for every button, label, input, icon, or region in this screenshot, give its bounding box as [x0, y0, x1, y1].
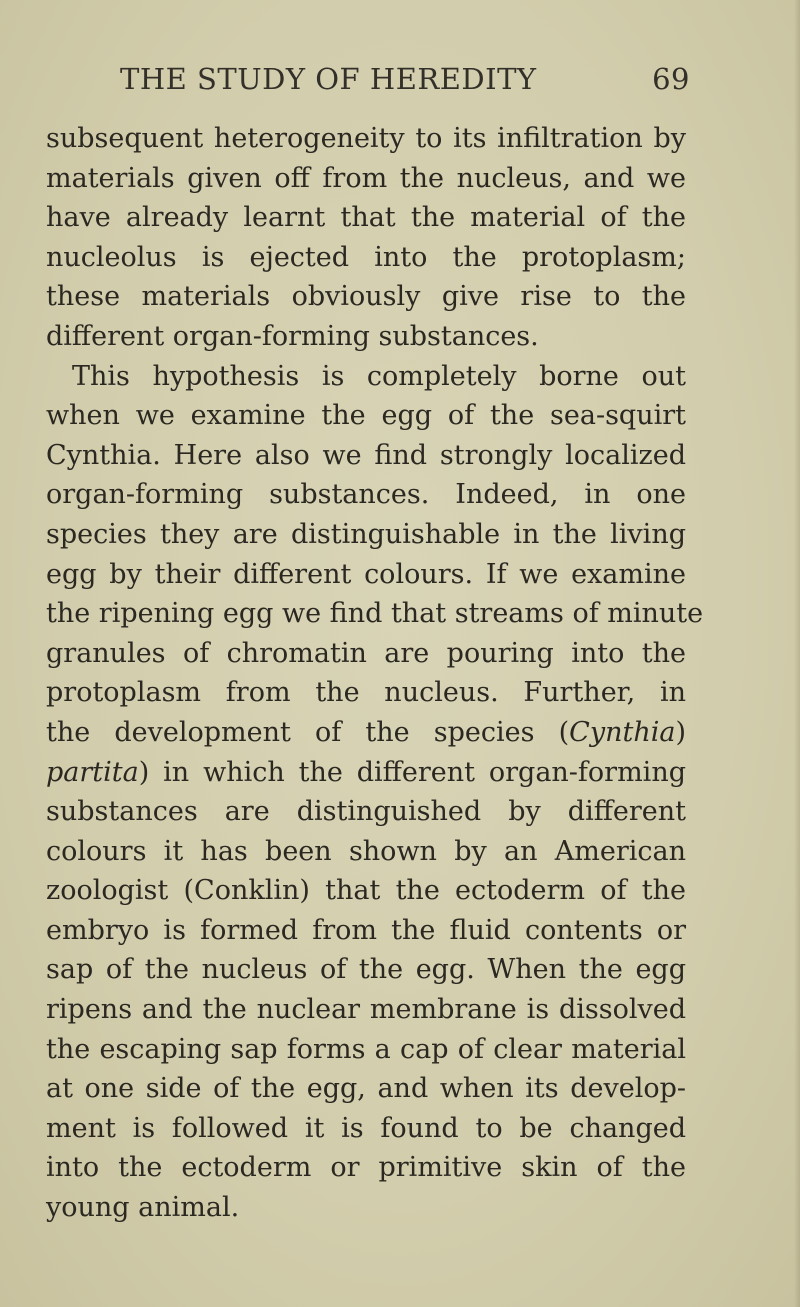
text-line: materials given off from the nucleus, and we [46, 162, 686, 194]
page-edge-shadow [794, 0, 800, 1307]
text-segment: ) [675, 716, 686, 748]
text-segment: the development of the species ( [46, 716, 570, 748]
text-line: nucleolus is ejected into the protoplasm; [46, 241, 686, 273]
text-line: protoplasm from the nucleus. Further, in [46, 677, 686, 709]
text-line-with-italic [46, 713, 686, 753]
text-line: these materials obviously give rise to the [46, 281, 686, 313]
text-line: different organ-forming substances. [46, 320, 539, 352]
paragraph-first-line: This hypothesis is completely borne out [72, 360, 686, 392]
text-line: when we examine the egg of the sea-squirt [46, 400, 686, 432]
text-line: granules of chromatin are pouring into the [46, 637, 686, 669]
text-line: Cynthia. Here also we find strongly localized [46, 439, 686, 471]
body-text [46, 119, 704, 1228]
running-title: THE STUDY OF HEREDITY [120, 62, 537, 96]
text-line: ripens and the nuclear membrane is dissolved [46, 994, 686, 1026]
text-line: embryo is formed from the fluid contents or [46, 914, 686, 946]
running-head [120, 62, 690, 102]
text-line: egg by their different colours. If we examine [46, 558, 686, 590]
text-line: the escaping sap forms a cap of clear material [46, 1033, 686, 1065]
species-name-italic: Cynthia [569, 716, 676, 748]
text-line: species they are distinguishable in the living [46, 518, 686, 550]
text-line: colours it has been shown by an American [46, 835, 686, 867]
text-line: into the ectoderm or primitive skin of the [46, 1152, 686, 1184]
text-line: have already learnt that the material of the [46, 202, 686, 234]
text-line: the ripening egg we find that streams of minute [46, 598, 704, 630]
text-segment: ) in which the different organ-forming [138, 756, 686, 788]
page-number: 69 [652, 62, 690, 96]
text-line: organ-forming substances. Indeed, in one [46, 479, 686, 511]
species-name-italic: partita [46, 756, 139, 788]
text-line: young animal. [46, 1192, 240, 1224]
text-line: sap of the nucleus of the egg. When the egg [46, 954, 686, 986]
text-line: subsequent heterogeneity to its infiltration by [46, 123, 686, 154]
text-line-with-italic [46, 753, 686, 793]
text-line: at one side of the egg, and when its develop- [46, 1073, 686, 1105]
text-line: substances are distinguished by different [46, 796, 686, 828]
text-line: ment is followed it is found to be changed [46, 1112, 686, 1144]
text-line: zoologist (Conklin) that the ectoderm of the [46, 875, 686, 907]
